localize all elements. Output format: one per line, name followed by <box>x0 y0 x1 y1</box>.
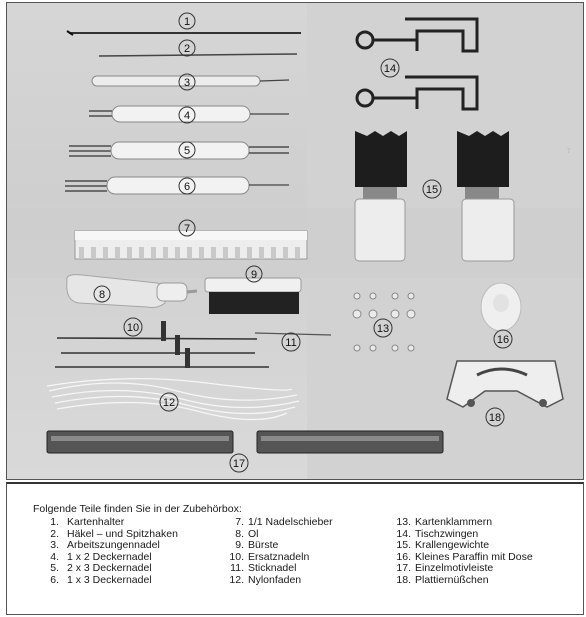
item-number: 1. <box>50 516 59 528</box>
svg-text:15: 15 <box>425 184 439 196</box>
svg-text:10: 10 <box>126 322 140 334</box>
item-number: 5. <box>50 562 59 575</box>
item-number: 10. <box>229 550 244 563</box>
item-text: 1 x 3 Deckernadel <box>67 573 152 586</box>
item-8-oil-bottle <box>67 275 197 308</box>
svg-text:6: 6 <box>183 181 191 193</box>
caption-title: Folgende Teile finden Sie in der Zubehörbox: <box>33 503 242 515</box>
parts-list-column-2 <box>228 517 333 587</box>
label-11 <box>282 333 300 351</box>
item-number: 4. <box>50 550 59 563</box>
list-item <box>228 575 333 587</box>
item-10-spare-needles <box>55 321 269 368</box>
item-number: 6. <box>50 573 59 586</box>
svg-text:4: 4 <box>183 110 191 122</box>
item-text: Ol <box>248 527 259 540</box>
item-6-transfer-tool <box>65 177 289 194</box>
item-number: 11. <box>230 562 244 575</box>
list-item <box>228 517 333 529</box>
list-item <box>45 517 178 529</box>
item-text: Arbeitszungennadel <box>67 539 160 552</box>
svg-text:5: 5 <box>183 145 191 157</box>
item-number: 2. <box>50 527 59 540</box>
svg-text:8: 8 <box>98 289 106 301</box>
item-number: 18. <box>396 573 411 586</box>
item-text: 1/1 Nadelschieber <box>248 516 333 528</box>
item-number: 9. <box>235 539 244 552</box>
item-text: Kartenklammern <box>415 516 493 528</box>
svg-text:17: 17 <box>232 458 246 470</box>
item-2-crochet-hook <box>99 54 297 56</box>
parts-list-column-3 <box>395 517 533 587</box>
accessories-illustration <box>7 3 584 480</box>
svg-text:13: 13 <box>376 323 390 335</box>
item-9-brush <box>205 278 301 314</box>
svg-text:7: 7 <box>183 223 191 235</box>
item-number: 13. <box>396 516 411 528</box>
item-text: Plattiernüßchen <box>415 573 489 586</box>
item-text: Bürste <box>248 539 279 552</box>
item-text: Tischzwingen <box>415 527 479 540</box>
item-3-latch-tool <box>92 76 289 86</box>
item-number: 16. <box>396 550 411 563</box>
item-text: 2 x 3 Deckernadel <box>67 562 152 575</box>
item-number: 7. <box>235 516 244 528</box>
list-item <box>395 517 533 529</box>
svg-text:11: 11 <box>285 337 297 349</box>
accessories-photo <box>6 2 584 480</box>
item-number: 17. <box>396 562 411 575</box>
svg-text:1: 1 <box>183 16 191 28</box>
svg-text:16: 16 <box>496 334 510 346</box>
parts-list-column-1 <box>45 517 178 587</box>
label-1 <box>179 13 195 29</box>
item-text: Kartenhalter <box>67 516 125 528</box>
item-text: Sticknadel <box>248 562 297 575</box>
item-number: 12. <box>229 573 244 586</box>
svg-text:2: 2 <box>183 43 191 55</box>
item-text: Einzelmotivleiste <box>415 562 494 575</box>
svg-text:3: 3 <box>183 77 191 89</box>
list-item <box>45 575 178 587</box>
list-item <box>395 575 533 587</box>
item-text: Kleines Paraffin mit Dose <box>415 550 533 563</box>
label-2 <box>179 40 195 56</box>
caption-box <box>6 482 584 615</box>
svg-text:14: 14 <box>383 63 397 75</box>
item-17-motif-bars <box>47 431 443 453</box>
item-number: 3. <box>50 539 59 552</box>
item-number: 15. <box>396 539 411 552</box>
label-17 <box>230 454 248 472</box>
item-1-card-holder <box>67 31 301 35</box>
item-text: 1 x 2 Deckernadel <box>67 550 152 563</box>
item-text: Krallengewichte <box>415 539 490 552</box>
svg-text:12: 12 <box>162 397 176 409</box>
svg-text:18: 18 <box>488 412 502 424</box>
svg-text:7: 7 <box>567 149 571 155</box>
item-number: 8. <box>235 527 244 540</box>
item-number: 14. <box>396 527 411 540</box>
item-text: Ersatznadeln <box>248 550 310 563</box>
item-16-paraffin <box>481 283 521 331</box>
label-10 <box>124 318 142 336</box>
svg-text:9: 9 <box>250 269 258 281</box>
item-text: Häkel – und Spitzhaken <box>67 527 178 540</box>
item-text: Nylonfaden <box>248 573 302 586</box>
